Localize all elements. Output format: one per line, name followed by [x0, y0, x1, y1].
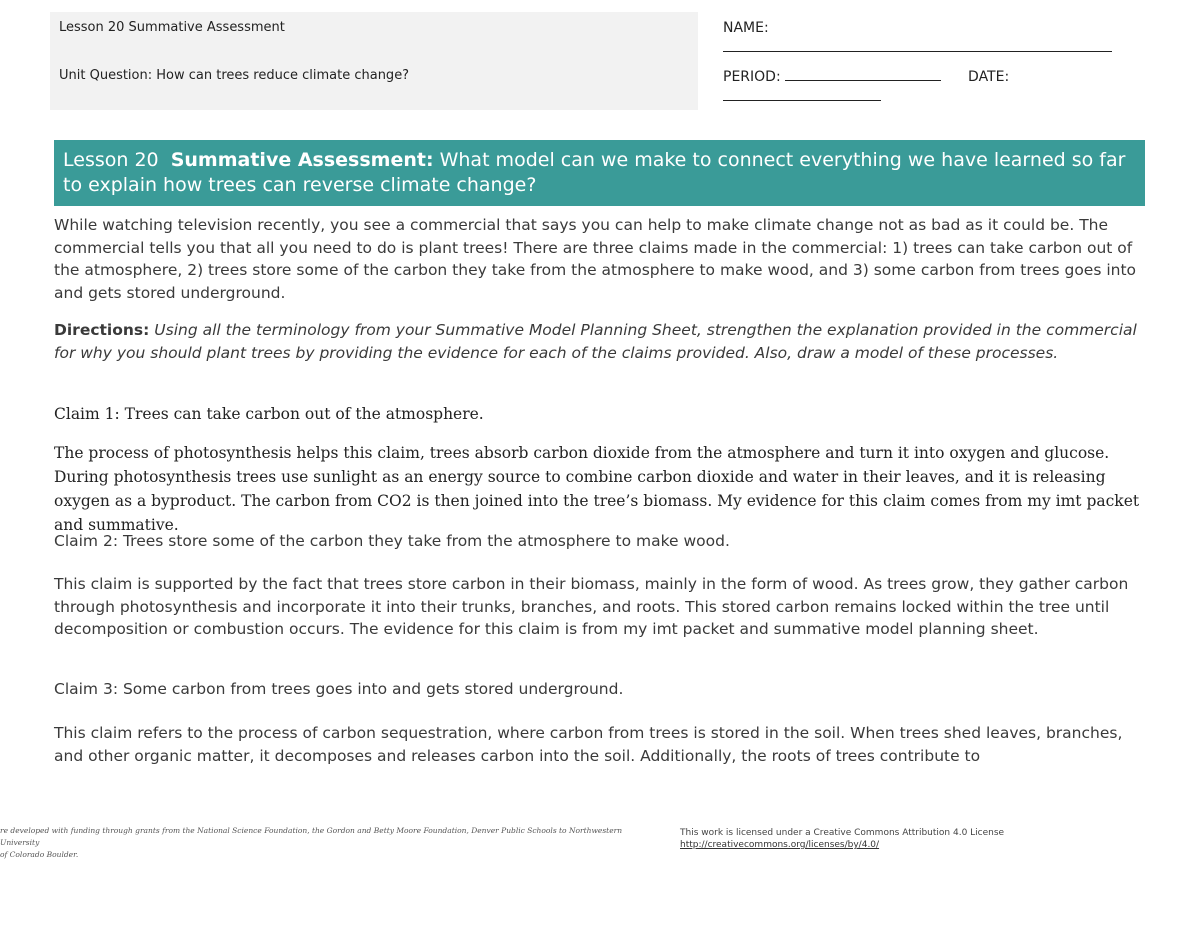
period-label: PERIOD:	[723, 69, 781, 85]
lesson-title: Lesson 20 Summative Assessment	[59, 20, 285, 35]
directions-text: Using all the terminology from your Summative Model Planning Sheet, strengthen the explanation provided in the commercial for why you should plant trees by providing the evidence for each of the claims provided. Also, draw a model of these processes.	[54, 321, 1137, 362]
lesson-banner	[54, 140, 1145, 206]
claim-2-answer[interactable]: This claim is supported by the fact that trees store carbon in their biomass, mainly in the form of wood. As trees grow, they gather carbon through photosynthesis and incorporate it into their trunks, branches, and roots. This stored carbon remains locked within the tree until decomposition or combustion occurs. The evidence for this claim is from my imt packet and summative model planning sheet.	[54, 575, 1129, 639]
funding-line-1: re developed with funding through grants from the National Science Foundation, the Gordon and Betty Moore Foundation, Denver Public Schools to Northwestern University	[0, 826, 623, 847]
name-field-line[interactable]	[723, 51, 1112, 52]
claim-2-statement: Claim 2: Trees store some of the carbon they take from the atmosphere to make wood.	[54, 532, 730, 550]
directions-label: Directions:	[54, 321, 150, 339]
period-date-row	[723, 69, 1009, 85]
funding-line-2: of Colorado Boulder.	[0, 850, 79, 859]
license-link[interactable]: http://creativecommons.org/licenses/by/4.0/	[680, 840, 880, 850]
claim-3-answer[interactable]: This claim refers to the process of carbon sequestration, where carbon from trees is stored in the soil. When trees shed leaves, branches, and other organic matter, it decomposes and releases carbon into the soil. Additionally, the roots of trees contribute to	[54, 724, 1123, 765]
claim-1-answer[interactable]: The process of photosynthesis helps this claim, trees absorb carbon dioxide from the atmosphere and turn it into oxygen and glucose. During photosynthesis trees use sunlight as an energy source to combine carbon dioxide and water in their leaves, and it is releasing oxygen as a byproduct. The carbon from CO2 is then joined into the tree’s biomass. My evidence for this claim comes from my imt packet and summative.	[54, 444, 1140, 534]
period-field-line[interactable]	[785, 80, 941, 81]
name-label: NAME:	[723, 20, 769, 36]
date-field-line[interactable]	[723, 100, 881, 101]
license-text: This work is licensed under a Creative Commons Attribution 4.0 License	[680, 828, 1005, 838]
license-note	[680, 827, 1004, 851]
funding-note	[0, 825, 660, 861]
intro-paragraph: While watching television recently, you see a commercial that says you can help to make climate change not as bad as it could be. The commercial tells you that all you need to do is plant trees! There are three claims made in the commercial: 1) trees can take carbon out of the atmosphere, 2) trees store some of the carbon they take from the atmosphere to make wood, and 3) some carbon from trees goes into and gets stored underground.	[54, 216, 1137, 302]
unit-question: Unit Question: How can trees reduce climate change?	[59, 68, 410, 83]
date-label: DATE:	[968, 69, 1010, 85]
claim-3-statement: Claim 3: Some carbon from trees goes into and gets stored underground.	[54, 680, 624, 698]
claim-1-statement: Claim 1: Trees can take carbon out of the atmosphere.	[54, 405, 484, 423]
banner-title: Summative Assessment:	[170, 149, 434, 171]
banner-question: What model can we make to connect everything we have learned so far to explain how trees can reverse climate change?	[63, 149, 1126, 196]
header-info-box	[50, 12, 698, 110]
directions-paragraph	[54, 319, 1146, 364]
banner-lesson: Lesson 20	[63, 149, 159, 171]
